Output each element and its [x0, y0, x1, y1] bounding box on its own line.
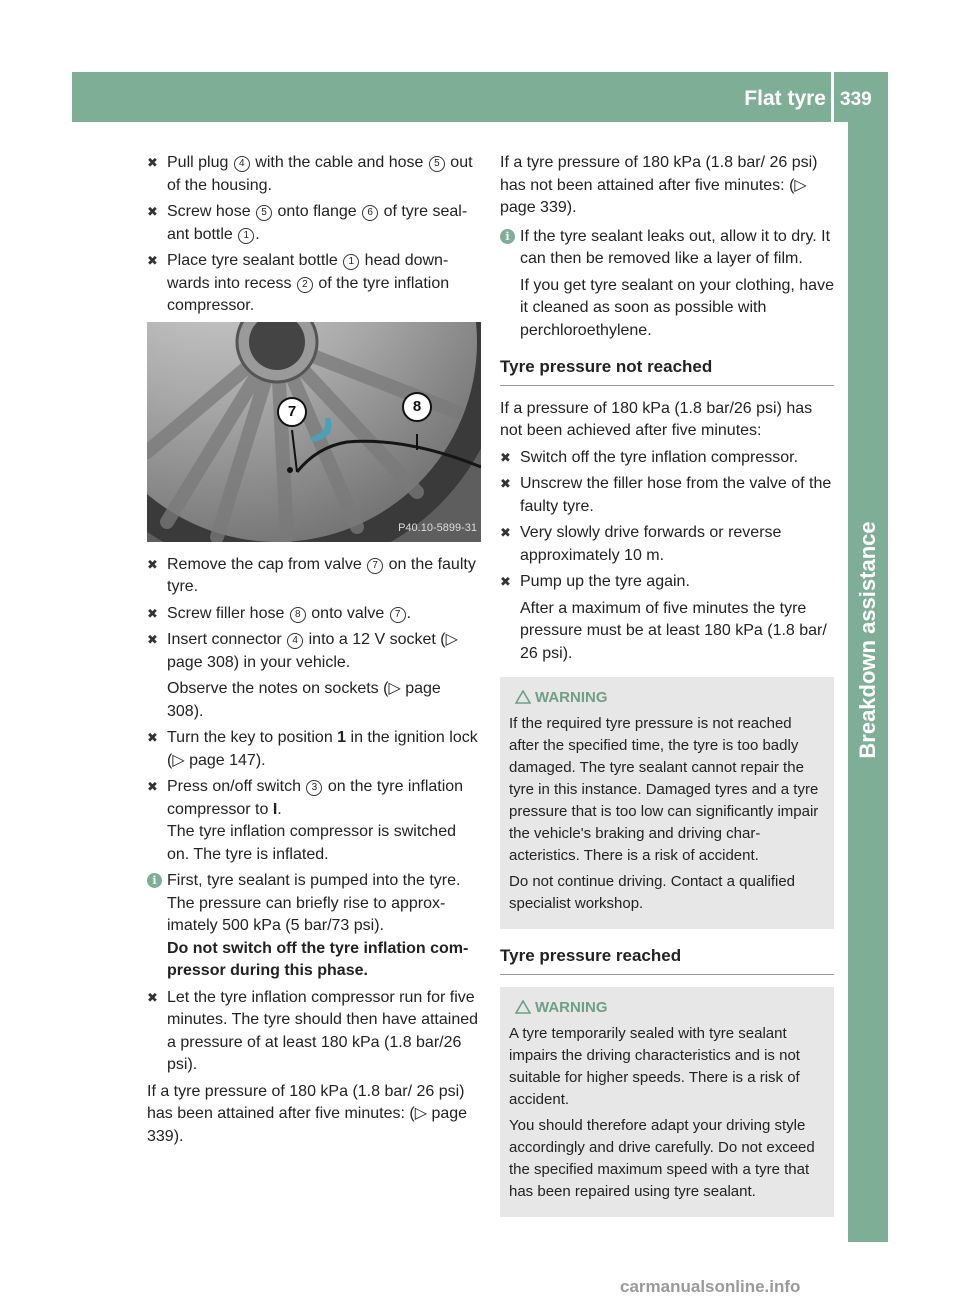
warning-text: A tyre temporarily sealed with tyre sealant impairs the driving characteristics and is not suitable for higher speeds. There is a risk of accident. — [509, 1024, 800, 1108]
left-column — [147, 152, 481, 1152]
page-ref-arrow-icon: ▷ — [794, 176, 807, 194]
section-intro: If a pressure of 180 kPa (1.8 bar/26 psi) has not been achieved after five minutes: — [500, 399, 813, 439]
section-heading-reached: Tyre pressure reached — [500, 945, 834, 975]
step-arrow-icon: ✖ — [147, 204, 158, 219]
step-pump-again: ✖ Pump up the tyre again. — [500, 571, 834, 594]
warning-box-speed — [500, 987, 834, 1217]
switch-result: The tyre inflation compressor is switched on. The tyre is inflated. — [167, 823, 456, 863]
callout-ref: 7 — [367, 558, 383, 574]
warning-text: If the required tyre pressure is not reached after the specified time, the tyre is too badly damaged. The tyre sealant cannot repair the tyre in this instance. Damaged tyres and a tyre pressure that is too low can significantly impair the vehicle's braking and driving char-acteristics. There is a risk of accident. — [509, 715, 819, 864]
step-screw-filler-hose: ✖ Screw filler hose 8 onto valve 7 . — [147, 603, 481, 626]
side-tab-label: Breakdown assistance — [854, 521, 880, 759]
callout-ref: 5 — [256, 205, 272, 221]
callout-ref: 1 — [343, 254, 359, 270]
step-arrow-icon: ✖ — [147, 730, 158, 745]
page-link[interactable]: page 308 — [167, 680, 441, 720]
page-number: 339 — [840, 89, 872, 110]
warning-triangle-icon — [515, 999, 531, 1021]
callout-ref: 1 — [238, 228, 254, 244]
pump-result: After a maximum of five minutes the tyre pressure must be at least 180 kPa (1.8 bar/ 26 psi). — [520, 599, 827, 662]
figure-callout-hose: 8 — [402, 392, 432, 422]
step-run-compressor: ✖ Let the tyre inflation compressor run for five minutes. The tyre should then have attained a pressure of at least 180 kPa (1.8 bar/26 psi). — [147, 988, 479, 1073]
watermark: carmanualsonline.info — [620, 1277, 801, 1296]
step-arrow-icon: ✖ — [500, 525, 511, 540]
step-arrow-icon: ✖ — [500, 476, 511, 491]
step-arrow-icon: ✖ — [147, 605, 158, 621]
warning-text: You should therefore adapt your driving style accordingly and drive carefully. Do not exceed the specified maximum speed with a tyre that has been repaired using tyre sealant. — [509, 1116, 815, 1200]
page-link[interactable]: page 339 — [500, 199, 567, 216]
info-note-sealant-pumped: i First, tyre sealant is pumped into the tyre. The pressure can briefly rise to approx-imately 500 kPa (5 bar/73 psi). Do not switch off the tyre inflation com-pressor during this phase. — [147, 870, 481, 983]
step-arrow-icon: ✖ — [147, 632, 158, 647]
info-note-sealant-leak: i If the tyre sealant leaks out, allow it to dry. It can then be removed like a layer of film. If you get tyre sealant on your clothing, have it cleaned as soon as possible with perchloroethylene. — [500, 226, 834, 343]
step-arrow-icon: ✖ — [147, 989, 158, 1005]
header-divider — [831, 72, 834, 122]
warning-text: Do not continue driving. Contact a qualified specialist workshop. — [509, 873, 796, 912]
figure-caption: P40.10-5899-31 — [398, 522, 477, 534]
step-arrow-icon: ✖ — [147, 556, 158, 572]
step-pull-plug: ✖ Pull plug 4 with the cable and hose 5 out of the housing. — [147, 154, 473, 194]
warning-heading: WARNING — [509, 997, 825, 1019]
callout-ref: 4 — [287, 633, 303, 649]
callout-ref: 5 — [429, 156, 445, 172]
info-icon: i — [147, 873, 162, 888]
page-ref-arrow-icon: ▷ — [172, 751, 190, 769]
page-title: Flat tyre — [744, 87, 826, 110]
page-ref-arrow-icon: ▷ — [414, 1105, 432, 1122]
page-ref-arrow-icon: ▷ — [388, 680, 406, 697]
step-switch-off: ✖ Switch off the tyre inflation compressor. — [500, 447, 834, 470]
step-arrow-icon: ✖ — [147, 253, 158, 268]
callout-ref: 7 — [390, 607, 406, 623]
page-ref-arrow-icon: ▷ — [445, 631, 458, 648]
info-icon: i — [500, 229, 515, 244]
page-link[interactable]: page 339 — [147, 1105, 468, 1145]
callout-ref: 6 — [362, 205, 378, 221]
step-arrow-icon: ✖ — [147, 779, 158, 794]
warning-box-damaged — [500, 677, 834, 929]
callout-ref: 8 — [290, 607, 306, 623]
warning-triangle-icon — [515, 689, 531, 711]
pressure-attained-note: If a tyre pressure of 180 kPa (1.8 bar/ 26 psi) has been attained after five minutes: (▷ page 339). — [147, 1082, 468, 1145]
side-tab-block — [848, 1150, 888, 1190]
figure-callout-valve: 7 — [277, 397, 307, 427]
step-drive-slowly: ✖ Very slowly drive forwards or reverse approximately 10 m. — [500, 524, 782, 564]
step-arrow-icon: ✖ — [500, 449, 511, 465]
step-place-bottle: ✖ Place tyre sealant bottle 1 head down-wards into recess 2 of the tyre inflation compressor. — [147, 252, 450, 314]
page-link[interactable]: page 147 — [189, 751, 256, 769]
step-arrow-icon: ✖ — [147, 155, 158, 170]
step-remove-cap: ✖ Remove the cap from valve 7 on the faulty tyre. — [147, 555, 476, 595]
callout-ref: 2 — [297, 277, 313, 293]
step-arrow-icon: ✖ — [500, 574, 511, 589]
step-insert-connector: ✖ Insert connector 4 into a 12 V socket (▷ page 308) in your vehicle. — [147, 631, 458, 671]
page-link[interactable]: page 308 — [167, 653, 234, 671]
callout-ref: 3 — [306, 780, 322, 796]
step-unscrew-hose: ✖ Unscrew the filler hose from the valve of the faulty tyre. — [500, 475, 832, 515]
section-heading-not-reached: Tyre pressure not reached — [500, 356, 834, 386]
step-press-switch: ✖ Press on/off switch 3 on the tyre inflation compressor to I. The tyre inflation compressor is switched on. The tyre is inflated. — [147, 778, 464, 863]
warning-heading: WARNING — [509, 687, 825, 709]
socket-note: Observe the notes on sockets (▷ page 308). — [167, 680, 441, 720]
callout-ref: 4 — [234, 156, 250, 172]
wheel-valve-figure — [147, 322, 481, 542]
wheel-illustration — [147, 322, 481, 542]
step-screw-hose: ✖ Screw hose 5 onto flange 6 of tyre seal-ant bottle 1 . — [147, 203, 468, 243]
right-column — [500, 152, 834, 1233]
step-turn-key: ✖ Turn the key to position 1 in the ignition lock (▷ page 147). — [147, 729, 478, 769]
pressure-not-attained-note: If a tyre pressure of 180 kPa (1.8 bar/ 26 psi) has not been attained after five minutes: (▷ page 339). — [500, 154, 818, 216]
